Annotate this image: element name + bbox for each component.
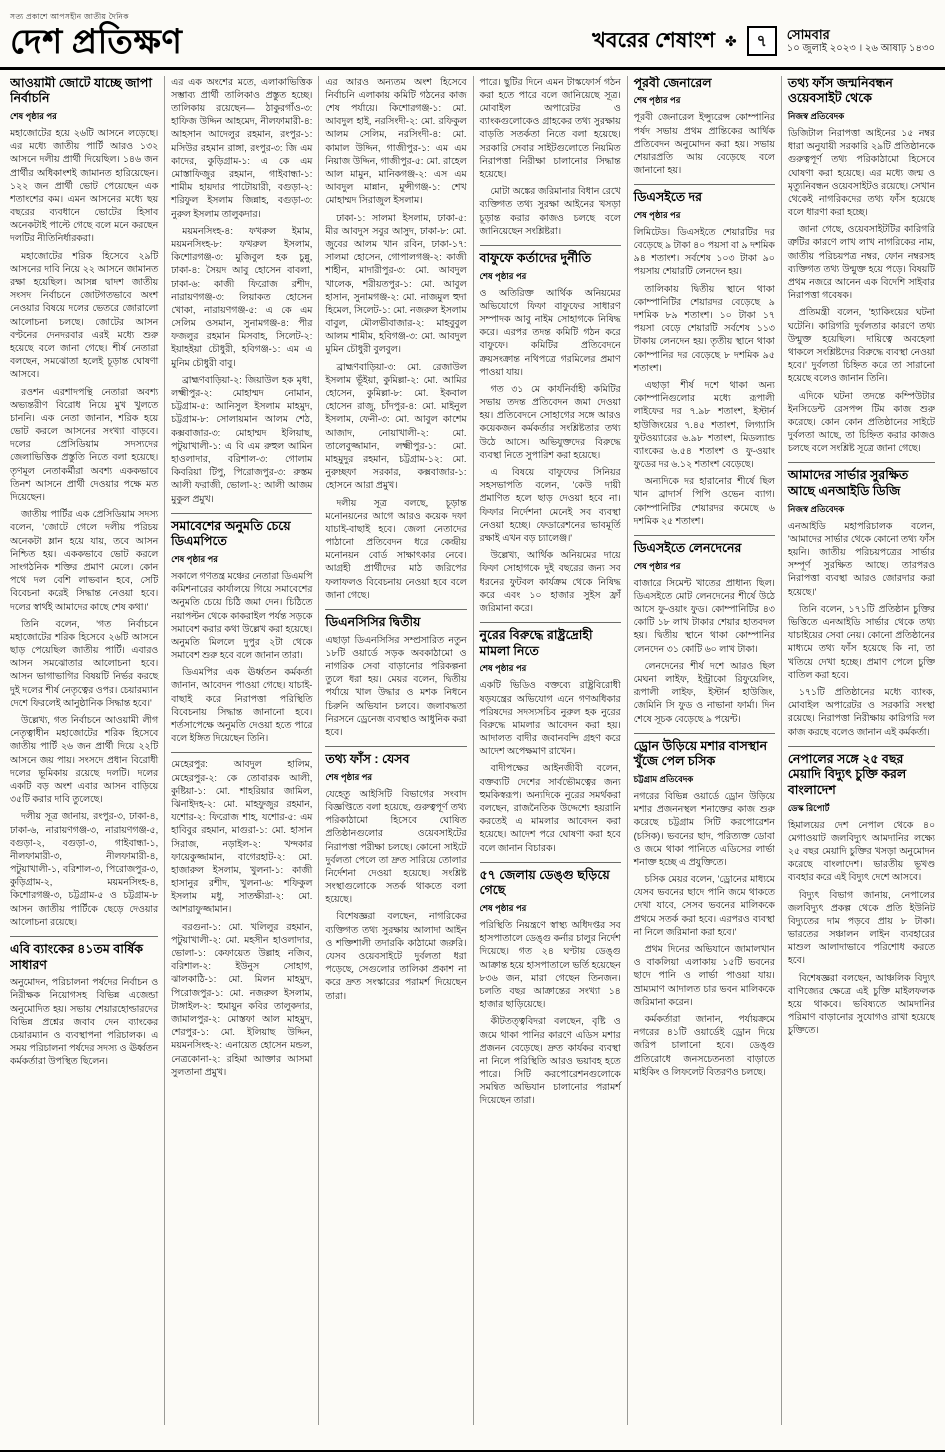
article-paragraph: গত ৩১ মে কার্যনির্বাহী কমিটির সভায় তদন্ত প্রতিবেদন জমা দেওয়া হয়। প্রতিবেদনে সোহাগের সঙ্গে আরও কয়েকজন কর্মকর্তার সংশ্লিষ্টতার তথ্য উঠে আসে। অভিযুক্তদের বিরুদ্ধে ব্যবস্থা নিতে সুপারিশ করা হয়েছে।	[479, 383, 621, 460]
article-dateline: শেষ পৃষ্ঠার পর	[633, 209, 681, 220]
article-body	[325, 76, 466, 602]
article-paragraph: প্রথম দিনের অভিযানে জামালখান ও বাকলিয়া এলাকায় ১৫টি ভবনের ছাদে পানি ও লার্ভা পাওয়া যায়। ভ্রাম্যমাণ আদালত চার ভবন মালিককে জরিমানা করেন।	[633, 944, 775, 1007]
article-paragraph: বাদীপক্ষের আইনজীবী বলেন, বক্তব্যটি দেশের সার্বভৌমত্বের জন্য হুমকিস্বরূপ। অন্যদিকে নুরের সমর্থকরা বলছেন, রাজনৈতিক উদ্দেশ্যে হয়রানি করতেই এ মামলার আবেদন করা হয়েছে। আদেশ পরে ঘোষণা করা হবে বলে জানান বিচারক।	[479, 763, 621, 853]
article-body	[634, 577, 775, 726]
article-paragraph: যেহেতু আইসিটি বিভাগের সংবাদ বিজ্ঞপ্তিতে বলা হয়েছে, গুরুত্বপূর্ণ তথ্য পরিকাঠামো হিসেবে ঘোষিত প্রতিষ্ঠানগুলোর ওয়েবসাইটের নিরাপত্তা পরীক্ষা চলছে। কোনো সাইটে দুর্বলতা পেলে তা দ্রুত সারিয়ে তোলার নির্দেশনা দেওয়া হয়েছে। সংশ্লিষ্ট সংস্থাগুলোকে সতর্ক থাকতে বলা হয়েছে।	[325, 788, 467, 905]
article-paragraph: ঢাকা-১: সালমা ইসলাম, ঢাকা-৫: মীর আবদুস সবুর আসুদ, ঢাকা-৮: মো. জুবের আলম খান রবিন, ঢাকা-১৭: সালমা হোসেন, গোপালগঞ্জ-২: কাজী শাহীন, মাদারীপুর-৩: মো. আবদুল খালেক, শরীয়তপুর-১: মো. আবুল হাসান, সুনামগঞ্জ-২: মো. নাজমুল হুদা হিমেল, সিলেট-১: মো. নজরুল ইসলাম বাবুল, মৌলভীবাজার-২: মাহবুবুল আলম শামীম, হবিগঞ্জ-৩: মো. আবদুল মুমিন চৌধুরী বুলবুল।	[325, 212, 467, 355]
article-paragraph: মহাজোটের হয়ে ২৬টি আসনে লড়েছে। এর মধ্যে জাতীয় পার্টি আরও ১৩২ আসনে দলীয় প্রার্থী দিয়েছিল। ১৪৬ জন প্রার্থীর অধিকাংশই জামানত হারিয়েছেন। ১২২ জন প্রার্থী ভোট পেয়েছেন এক শতাংশের কম। এমন আসনের মধ্যে ছয় বছরের ব্যবধানে ভোটের হিসাব অনেকটাই পাল্টে গেছে বলে মনে করছেন দলটির নীতিনির্ধারকরা।	[10, 127, 159, 244]
weekday: সোমবার	[786, 26, 830, 42]
column-2	[164, 76, 318, 1425]
article-paragraph: মেহেরপুর: আবদুল হালিম, মেহেরপুর-২: কে তোবারক আলী, কুষ্টিয়া-১: মো. শাহরিয়ার জামিল, ঝিনাইদহ-২: মো. মাহফুজুর রহমান, যশোর-২: ফিরোজ শাহ, যশোর-৫: এম হাবিবুর রহমান, মাগুরা-১: মো. হাসান সিরাজ, নড়াইল-২: খন্দকার ফায়েকুজ্জামান, বাগেরহাট-২: মো. হাজারুল ইসলাম, খুলনা-১: কাজী হাসানুর রশীদ, খুলনা-৬: শফিকুল ইসলাম মধু, সাতক্ষীরা-২: মো. আশরাফুজ্জামান।	[171, 759, 313, 915]
article-paragraph: চসিক মেয়র বলেন, 'ড্রোনের মাধ্যমে যেসব ভবনের ছাদে পানি জমে থাকতে দেখা যাবে, সেসব ভবনের মালিককে প্রথমে সতর্ক করা হবে। এরপরও ব্যবস্থা না নিলে জরিমানা করা হবে।'	[633, 874, 775, 937]
article-headline: পূরবী জেনারেল	[633, 75, 712, 90]
article-body	[171, 76, 312, 506]
article-paragraph: রওশন এরশাদপন্থি নেতারা অবশ্য অভ্যন্তরীণ বিরোধ নিয়ে মুখ খুলতে চাননি। এক নেতা জানান, শরিক হয়ে ভোট করলে আসনের সংখ্যা বাড়বে। দলের প্রেসিডিয়াম সদস্যদের জেলাভিত্তিক প্রস্তুতি নিতে বলা হয়েছে। তৃণমূল নেতাকর্মীরা অবশ্য এককভাবে তিনশ আসনে প্রার্থী দেওয়ার পক্ষে মত দিয়েছেন।	[10, 386, 159, 502]
article-body	[788, 819, 935, 1038]
article-dateline: ডেস্ক রিপোর্ট	[787, 802, 830, 813]
article-paragraph: হিমালয়ের দেশ নেপাল থেকে ৪০ মেগাওয়াট জলবিদ্যুৎ আমদানির লক্ষ্যে ২৫ বছর মেয়াদি চুক্তির খসড়া অনুমোদন করেছে বাংলাদেশ। ভারতীয় ভূখণ্ড ব্যবহার করে এই বিদ্যুৎ দেশে আসবে।	[787, 819, 935, 883]
masthead-title: দেশ প্রতিক্ষণ	[10, 24, 183, 61]
article-dse-turnover	[634, 535, 775, 726]
article-paragraph: এদিকে ঘটনা তদন্তে কম্পিউটার ইনসিডেন্ট রেসপন্স টিম কাজ শুরু করেছে। কোন কোন প্রতিষ্ঠানের সাইটে দুর্বলতা আছে, তা চিহ্নিত করার কাজও চলছে বলে সংশ্লিষ্ট সূত্রে জানা গেছে।	[787, 390, 935, 454]
article-paragraph: কর্মকর্তারা জানান, পর্যায়ক্রমে নগরের ৪১টি ওয়ার্ডেই ড্রোন দিয়ে জরিপ চালানো হবে। ডেঙ্গু প্রতিরোধে জনসচেতনতা বাড়াতে মাইকিং ও লিফলেট বিতরণও চলছে।	[633, 1013, 775, 1077]
article-headline: ৫৭ জেলায় ডেঙ্গু ছড়িয়ে গেছে	[479, 867, 610, 898]
column-1	[10, 76, 164, 1425]
page-number: ৭	[756, 32, 767, 50]
article-dncc-second-phase	[325, 609, 466, 739]
masthead-tagline: সত্য প্রকাশে আপসহীন জাতীয় দৈনিক	[10, 12, 129, 21]
article-headline: নেপালের সঙ্গে ২৫ বছর মেয়াদি বিদ্যুৎ চুক্তি করল বাংলাদেশ	[787, 751, 907, 797]
article-dateline: শেষ পৃষ্ঠার পর	[325, 771, 373, 782]
continuation-candidate-list-3	[325, 76, 466, 602]
article-bff-corruption	[480, 245, 621, 615]
article-drone-mosquito-ccc	[634, 733, 775, 1079]
article-headline: নুরের বিরুদ্ধে রাষ্ট্রদ্রোহী মামলা নিতে	[479, 628, 593, 658]
article-headline: আমাদের সার্ভার সুরক্ষিত আছে এনআইডি ডিজি	[787, 468, 909, 499]
article-paragraph: ময়মনসিংহ-৪: ফখরুল ইমাম, ময়মনসিংহ-৮: ফখরুল ইসলাম, কিশোরগঞ্জ-৩: মুজিবুল হক চুন্নু, ঢাকা-৪: সৈয়দ আবু হোসেন বাবলা, ঢাকা-৬: কাজী ফিরোজ রশীদ, নারায়ণগঞ্জ-৩: লিয়াকত হোসেন খোকা, নারায়ণগঞ্জ-৫: এ কে এম সেলিম ওসমান, সুনামগঞ্জ-৪: পীর ফজলুর রহমান মিসবাহ, সিলেট-২: ইয়াহইয়া চৌধুরী, হবিগঞ্জ-১: এম এ মুনিম চৌধুরী বাবু।	[171, 225, 313, 368]
article-paragraph: ডিএমপির এক ঊর্ধ্বতন কর্মকর্তা জানান, আবেদন পাওয়া গেছে। যাচাই-বাছাই করে নিরাপত্তা পরিস্থিতি বিবেচনায় সিদ্ধান্ত জানানো হবে। শর্তসাপেক্ষে অনুমতি দেওয়া হতে পারে বলে ইঙ্গিত দিয়েছেন তিনি।	[171, 667, 313, 744]
article-nid-server-secure	[788, 462, 935, 738]
article-dateline: শেষ পৃষ্ঠার পর	[633, 560, 681, 571]
header-meta	[592, 24, 935, 61]
article-paragraph: এর আরও অন্যতম অংশ হিসেবে নির্বাচনি এলাকায় কমিটি গঠনের কাজ শেষ পর্যায়ে। কিশোরগঞ্জ-১: মো. আবদুল হাই, নরসিংদী-২: মো. রফিকুল আলম সেলিম, নরসিংদী-৪: মো. কামাল উদ্দিন, গাজীপুর-১: এম এম নিয়াজ উদ্দিন, গাজীপুর-৫: মো. রাহেল আল মামুন, মানিকগঞ্জ-২: এস এম আবদুল মান্নান, মুন্সীগঞ্জ-১: শেখ মোহাম্মদ সিরাজুল ইসলাম।	[325, 76, 467, 206]
article-headline: বাফুফে কর্তাদের দুর্নীতি	[479, 250, 592, 265]
article-headline: ড্রোন উড়িয়ে মশার বাসস্থান খুঁজে পেল চসিক	[633, 738, 768, 769]
column-6	[781, 76, 935, 1425]
article-body	[171, 570, 312, 745]
article-body	[480, 679, 621, 854]
article-headline: ডিএসইতে লেনদেনের	[633, 541, 742, 555]
article-paragraph: ব্রাহ্মণবাড়িয়া-৩: মো. রেজাউল ইসলাম ভূঁইয়া, কুমিল্লা-২: মো. আমির হোসেন, কুমিল্লা-৮: মো. ইকবাল হোসেন রাজু, চাঁদপুর-৪: মো. মাইনুল ইসলাম, ফেনী-৩: মো. আবুল কাশেম আজাদ, নোয়াখালী-২: মো. তালেবুজ্জামান, লক্ষ্মীপুর-১: মো. মাহমুদুর রহমান, চট্টগ্রাম-১২: মো. নুরুচ্ছফা সরকার, কক্সবাজার-১: হোসনে আরা প্রমুখ।	[325, 361, 467, 491]
article-paragraph: উল্লেখ্য, আর্থিক অনিয়মের দায়ে ফিফা সোহাগকে দুই বছরের জন্য সব ধরনের ফুটবল কার্যক্রম থেকে নিষিদ্ধ করে এবং ১০ হাজার সুইস ফ্রাঁ জরিমানা করে।	[479, 550, 621, 613]
article-dmp-rally-permission	[171, 513, 312, 746]
article-body	[788, 127, 935, 456]
article-headline: এবি ব্যাংকের ৪১তম বার্ষিক সাধারণ	[10, 942, 144, 972]
article-body	[480, 919, 621, 1108]
article-paragraph: পারে। ছুটির দিনে এমন টাস্কফোর্স গঠন করা হতে পারে বলে জানিয়েছে সূত্র। মোবাইল অপারেটর ও ব্যাংকগুলোকেও গ্রাহকের তথ্য সুরক্ষায় বাড়তি সতর্কতা নিতে বলা হয়েছে। সরকারি সেবার সাইটগুলোতে নিয়মিত নিরাপত্তা নিরীক্ষা চালানোর সিদ্ধান্ত হয়েছে।	[479, 76, 621, 179]
article-headline: সমাবেশের অনুমতি চেয়ে ডিএমপিতে	[171, 518, 291, 549]
article-paragraph: পূরবী জেনারেল ইন্স্যুরেন্স কোম্পানির পর্ষদ সভায় প্রথম প্রান্তিকের আর্থিক প্রতিবেদন অনুমোদন করা হয়। সভায় শেয়ারপ্রতি আয় বেড়েছে বলে জানানো হয়।	[633, 112, 775, 176]
article-dateline: শেষ পৃষ্ঠার পর	[171, 553, 218, 564]
article-paragraph: উল্লেখ্য, গত নির্বাচনে আওয়ামী লীগ নেতৃত্বাধীন মহাজোটের শরিক হিসেবে জাতীয় পার্টি ২৬ জন প্রার্থী দিয়ে ২২টি আসনে জয় পায়। সংসদে প্রধান বিরোধী দলের ভূমিকায় রয়েছে দলটি। দলের একটি বড় অংশ এবার আসন বাড়িয়ে ৩৫টি করার দাবি তুলেছে।	[10, 715, 159, 805]
columns-area	[0, 70, 945, 1433]
article-paragraph: প্রতিমন্ত্রী বলেন, 'হ্যাকিংয়ের ঘটনা ঘটেনি। কারিগরি দুর্বলতার কারণে তথ্য উন্মুক্ত হয়েছিল। দায়িত্বে অবহেলা থাকলে সংশ্লিষ্টদের বিরুদ্ধে ব্যবস্থা নেওয়া হবে।' দুর্বলতা চিহ্নিত করে তা সারানো হয়েছে বলেও জানান তিনি।	[787, 307, 935, 384]
article-body	[10, 976, 158, 1068]
article-dateline: শেষ পৃষ্ঠার পর	[10, 110, 57, 121]
article-headline: তথ্য ফাঁস জন্মনিবন্ধন ওয়েবসাইট থেকে	[787, 75, 893, 106]
article-body	[325, 634, 466, 740]
continuation-candidate-list	[171, 76, 312, 506]
article-dateline: নিজস্ব প্রতিবেদক	[787, 110, 845, 121]
article-body	[634, 111, 775, 177]
article-dengue-57-districts	[480, 862, 621, 1108]
article-paragraph: এছাড়া ডিএনসিসির সম্প্রসারিত নতুন ১৮টি ওয়ার্ডে সড়ক অবকাঠামো ও নাগরিক সেবা বাড়ানোর পরিকল্পনা তুলে ধরা হয়। মেয়র বলেন, দ্বিতীয় পর্যায়ে খাল উদ্ধার ও মশক নিধনে চিরুনি অভিযান চলবে। জলাবদ্ধতা নিরসনে ড্রেনেজ ব্যবস্থাও আধুনিক করা হবে।	[325, 634, 467, 737]
article-data-leak-sites	[325, 746, 466, 1003]
article-dateline: শেষ পৃষ্ঠার পর	[633, 95, 681, 106]
article-paragraph: ডিজিটাল নিরাপত্তা আইনের ১৫ নম্বর ধারা অনুযায়ী সরকারি ২৯টি প্রতিষ্ঠানকে গুরুত্বপূর্ণ তথ্য পরিকাঠামো হিসেবে ঘোষণা করা হয়েছে। এর মধ্যে জন্ম ও মৃত্যুনিবন্ধন ওয়েবসাইটও রয়েছে। সেখান থেকেই নাগরিকদের তথ্য ফাঁস হয়েছে বলে ধারণা করা হচ্ছে।	[787, 127, 935, 218]
page-header	[0, 0, 945, 70]
article-paragraph: এ বিষয়ে বাফুফের সিনিয়র সহসভাপতি বলেন, 'কেউ দায়ী প্রমাণিত হলে ছাড় দেওয়া হবে না। ফিফার নির্দেশনা মেনেই সব ব্যবস্থা নেওয়া হচ্ছে। ফেডারেশনের ভাবমূর্তি রক্ষাই এখন বড় চ্যালেঞ্জ।'	[479, 467, 621, 543]
article-nepal-power-deal	[788, 746, 935, 1038]
article-dse-price-gainers	[634, 184, 775, 528]
article-dateline: শেষ পৃষ্ঠার পর	[479, 270, 527, 281]
column-3	[318, 76, 472, 1425]
article-dateline: নিজস্ব প্রতিবেদক	[787, 503, 845, 514]
article-headline: তথ্য ফাঁস : যেসব	[325, 752, 410, 767]
continuation-candidate-list-2	[171, 752, 312, 1079]
article-paragraph: তালিকায় দ্বিতীয় স্থানে থাকা কোম্পানিটির শেয়ারদর বেড়েছে ৯ দশমিক ৮৯ শতাংশ। ১০ টাকা ১৭ পয়সা বেড়ে শেয়ারটি সর্বশেষ ১১৩ টাকায় লেনদেন হয়। তৃতীয় স্থানে থাকা কোম্পানির দর বেড়েছে ৮ দশমিক ৯৫ শতাংশ।	[633, 283, 775, 373]
article-paragraph: বরগুনা-১: মো. খলিলুর রহমান, পটুয়াখালী-২: মো. মহসীন হাওলাদার, ভোলা-১: কেফায়েত উল্লাহ নজিব, বরিশাল-২: ইউনুস সোহাগ, ঝালকাঠি-১: মো. মিলন মাহমুদ, পিরোজপুর-১: মো. নজরুল ইসলাম, টাঙ্গাইল-২: হুমায়ুন কবির তালুকদার, জামালপুর-২: মোস্তফা আল মাহমুদ, শেরপুর-১: মো. ইলিয়াছ উদ্দিন, ময়মনসিংহ-২: এনায়েত হোসেন মন্ডল, নেত্রকোনা-২: রহিমা আক্তার আসমা সুলতানা প্রমুখ।	[171, 921, 313, 1077]
article-body	[325, 788, 466, 1003]
column-5	[627, 76, 781, 1425]
article-paragraph: ১৭১টি প্রতিষ্ঠানের মধ্যে ব্যাংক, মোবাইল অপারেটর ও সরকারি সংস্থা রয়েছে। নিরাপত্তা নিরীক্ষায় কারিগরি দল কাজ করছে বলেও জানান এই কর্মকর্তা।	[787, 686, 935, 737]
article-ab-bank-agm	[10, 936, 158, 1069]
article-paragraph: লিমিটেড। ডিএসইতে শেয়ারটির দর বেড়েছে ৯ টাকা ৪০ পয়সা বা ৯ দশমিক ৯৪ শতাংশ। সর্বশেষ ১০৩ টাকা ৯০ পয়সায় শেয়ারটি লেনদেন হয়।	[633, 226, 775, 277]
article-paragraph: এর এক অংশের মতে, এলাকাভিত্তিক সম্ভাব্য প্রার্থী তালিকাও প্রস্তুত হচ্ছে। তালিকায় রয়েছেন— ঠাকুরগাঁও-৩: হাফিজ উদ্দিন আহমেদ, নীলফামারী-৪: আহসান আদেলুর রহমান, রংপুর-১: মসিউর রহমান রাঙ্গা, রংপুর-৩: জি এম কাদের, কুড়িগ্রাম-১: এ কে এম মোস্তাফিজুর রহমান, গাইবান্ধা-১: শামীম হায়দার পাটোয়ারী, বগুড়া-২: শরিফুল ইসলাম জিন্নাহ, বগুড়া-৩: নুরুল ইসলাম তালুকদার।	[171, 76, 313, 219]
article-headline: ডিএনসিসির দ্বিতীয়	[325, 615, 421, 629]
article-paragraph: তিনি বলেন, ১৭১টি প্রতিষ্ঠান চুক্তির ভিত্তিতে এনআইডি সার্ভার থেকে তথ্য যাচাইয়ের সেবা নেয়। কোনো প্রতিষ্ঠানের মাধ্যমে তথ্য ফাঁস হয়েছে কি না, তা খতিয়ে দেখা হচ্ছে। প্রমাণ পেলে চুক্তি বাতিল করা হবে।	[787, 603, 935, 680]
article-paragraph: পরিস্থিতি নিয়ন্ত্রণে স্বাস্থ্য অধিদপ্তর সব হাসপাতালে ডেঙ্গু কর্নার চালুর নির্দেশ দিয়েছে। গত ২৪ ঘণ্টায় ডেঙ্গু আক্রান্ত হয়ে হাসপাতালে ভর্তি হয়েছেন ৮৩৬ জন, মারা গেছেন তিনজন। চলতি বছর আক্রান্তের সংখ্যা ১৪ হাজার ছাড়িয়েছে।	[479, 920, 621, 1010]
article-body	[788, 520, 935, 739]
article-body	[634, 790, 775, 1079]
article-birth-registration-leak	[788, 76, 935, 456]
article-paragraph: দলীয় সূত্র বলছে, চূড়ান্ত মনোনয়নের আগে আরও কয়েক দফা যাচাই-বাছাই হবে। জেলা নেতাদের পাঠানো প্রতিবেদন ধরে কেন্দ্রীয় মনোনয়ন বোর্ড সাক্ষাৎকার নেবে। আগ্রহী প্রার্থীদের মাঠ জরিপের ফলাফলও বিবেচনায় নেওয়া হবে বলে জানা গেছে।	[325, 497, 467, 600]
article-paragraph: কীটতত্ত্ববিদরা বলছেন, বৃষ্টি ও জমে থাকা পানির কারণে এডিস মশার প্রজনন বেড়েছে। দ্রুত কার্যকর ব্যবস্থা না নিলে পরিস্থিতি আরও ভয়াবহ হতে পারে। সিটি করপোরেশনগুলোকে সমন্বিত অভিযান চালানোর পরামর্শ দিয়েছেন তারা।	[479, 1016, 621, 1106]
article-paragraph: মহাজোটের শরিক হিসেবে ২৯টি আসনের দাবি নিয়ে ২২ আসনে জামানত রক্ষা হয়েছিল। আসন্ন দ্বাদশ জাতীয় সংসদ নির্বাচনে জোটগতভাবে অংশ নেওয়ার বিষয়ে দলের ভেতরে জোরালো আলোচনা চলছে। জোটের আসন বণ্টনের দেনদরবার এরই মধ্যে শুরু হয়েছে বলে জানা গেছে। শীর্ষ নেতারা বলছেন, সমঝোতা হলেই চূড়ান্ত ঘোষণা আসবে।	[10, 250, 159, 380]
article-paragraph: সকালে গণতন্ত্র মঞ্চের নেতারা ডিএমপি কমিশনারের কার্যালয়ে গিয়ে সমাবেশের অনুমতি চেয়ে চিঠি জমা দেন। চিঠিতে নয়াপল্টন থেকে কাকরাইল পর্যন্ত সড়কে সমাবেশ করার কথা উল্লেখ করা হয়েছে। অনুমতি মিললে দুপুর ২টা থেকে সমাবেশ শুরু হবে বলে জানান তারা।	[171, 570, 313, 661]
article-paragraph: তিনি বলেন, 'গত নির্বাচনে মহাজোটের শরিক হিসেবে ২৬টি আসনে ছাড় পেয়েছিল জাতীয় পার্টি। এবারও আসন সমঝোতার আলোচনা হবে। আসন ভাগাভাগির বিষয়টি নির্ভর করছে দুই দলের শীর্ষ নেতৃত্বের ওপর। চেয়ারম্যান দেশে ফিরলেই আনুষ্ঠানিক সিদ্ধান্ত হবে।'	[10, 618, 159, 708]
article-paragraph: জানা গেছে, ওয়েবসাইটটির কারিগরি ত্রুটির কারণে লাখ লাখ নাগরিকের নাম, জাতীয় পরিচয়পত্র নম্বর, ফোন নম্বরসহ ব্যক্তিগত তথ্য উন্মুক্ত হয়ে পড়ে। বিষয়টি প্রথম নজরে আনেন এক বিদেশি সাইবার নিরাপত্তা গবেষক।	[787, 224, 935, 301]
article-paragraph: বিশেষজ্ঞরা বলছেন, নাগরিকের ব্যক্তিগত তথ্য সুরক্ষায় আলাদা আইন ও শক্তিশালী তদারকি কাঠামো জরুরি। যেসব ওয়েবসাইটে দুর্বলতা ধরা পড়েছে, সেগুলোর তালিকা প্রকাশ না করে দ্রুত সংস্কারের পরামর্শ দিয়েছেন তারা।	[325, 911, 467, 1001]
article-body	[10, 127, 158, 929]
column-4	[473, 76, 627, 1425]
article-paragraph: একটি ভিডিও বক্তব্যে রাষ্ট্রবিরোধী ষড়যন্ত্রের অভিযোগ এনে গণঅধিকার পরিষদের সদস্যসচিব নুরুল হক নুরের বিরুদ্ধে মামলার আবেদন করা হয়। আদালত বাদীর জবানবন্দি গ্রহণ করে আদেশ অপেক্ষমাণ রাখেন।	[479, 680, 621, 757]
ornament-icon: ✤	[725, 33, 737, 50]
article-paragraph: অনুমোদন, পরিচালনা পর্ষদের নির্বাচন ও নিরীক্ষক নিয়োগসহ বিভিন্ন এজেন্ডা অনুমোদিত হয়। সভায় শেয়ারহোল্ডারদের বিভিন্ন প্রশ্নের জবাব দেন ব্যাংকের চেয়ারম্যান ও ব্যবস্থাপনা পরিচালক। এ সময় পরিচালনা পর্ষদের সদস্য ও ঊর্ধ্বতন কর্মকর্তারা উপস্থিত ছিলেন।	[10, 977, 159, 1067]
article-body	[480, 287, 621, 616]
article-paragraph: বিদ্যুৎ বিভাগ জানায়, নেপালের জলবিদ্যুৎ প্রকল্প থেকে প্রতি ইউনিট বিদ্যুতের দাম পড়বে প্রায় ৮ টাকা। ভারতের সঞ্চালন লাইন ব্যবহারের মাশুল আলাদাভাবে পরিশোধ করতে হবে।	[787, 889, 935, 966]
article-headline: আওয়ামী জোটে যাচ্ছে জাপা নির্বাচনি	[10, 75, 153, 106]
article-paragraph: বাজারে সিমেন্ট খাতের প্রাধান্য ছিল। ডিএসইতে মোট লেনদেনের শীর্ষে উঠে আসে ফু-ওয়াং ফুড। কোম্পানিটির ৪৩ কোটি ১৮ লাখ টাকার শেয়ার হাতবদল হয়। দ্বিতীয় স্থানে থাকা কোম্পানির লেনদেন ৩১ কোটি ৬০ লাখ টাকা।	[633, 577, 775, 654]
masthead	[10, 12, 183, 61]
article-paragraph: ও অতিরিক্ত আর্থিক অনিয়মের অভিযোগে ফিফা বাফুফের সাধারণ সম্পাদক আবু নাইম সোহাগকে নিষিদ্ধ করে। এরপর তদন্ত কমিটি গঠন করে বাফুফে। কমিটির প্রতিবেদনে ক্রয়সংক্রান্ত নথিপত্রে গরমিলের প্রমাণ পাওয়া যায়।	[479, 287, 621, 377]
article-paragraph: ব্রাহ্মণবাড়িয়া-২: জিয়াউল হক মৃধা, লক্ষ্মীপুর-২: মোহাম্মদ নোমান, চট্টগ্রাম-৫: আনিসুল ইসলাম মাহমুদ, চট্টগ্রাম-৮: সোলায়মান আলম শেঠ, কক্সবাজার-৩: মোহাম্মদ ইলিয়াছ, পটুয়াখালী-১: এ বি এম রুহুল আমিন হাওলাদার, বরিশাল-৩: গোলাম কিবরিয়া টিপু, পিরোজপুর-৩: রুস্তম আলী ফরাজী, ভোলা-২: আলী আজম মুকুল প্রমুখ।	[171, 374, 313, 504]
article-purabi-general	[634, 76, 775, 178]
article-body	[480, 76, 621, 238]
article-paragraph: নগরের বিভিন্ন ওয়ার্ডে ড্রোন উড়িয়ে মশার প্রজননস্থল শনাক্তের কাজ শুরু করেছে চট্টগ্রাম সিটি করপোরেশন (চসিক)। ভবনের ছাদ, পরিত্যক্ত ডোবা ও জমে থাকা পানিতে এডিসের লার্ভা শনাক্ত হচ্ছে এ প্রযুক্তিতে।	[633, 790, 775, 867]
article-paragraph: দলীয় সূত্র জানায়, রংপুর-৩, ঢাকা-৪, ঢাকা-৬, নারায়ণগঞ্জ-৩, নারায়ণগঞ্জ-৫, বগুড়া-২, বগুড়া-৩, গাইবান্ধা-১, নীলফামারী-৩, নীলফামারী-৪, পটুয়াখালী-১, বরিশাল-৩, পিরোজপুর-৩, কুড়িগ্রাম-২, ময়মনসিংহ-৪, কিশোরগঞ্জ-৩, চট্টগ্রাম-৫ ও চট্টগ্রাম-৮ আসন জাতীয় পার্টিকে ছেড়ে দেওয়ার আলোচনা রয়েছে।	[10, 811, 159, 927]
date-block	[787, 27, 935, 56]
article-body	[171, 758, 312, 1079]
article-dateline: শেষ পৃষ্ঠার পর	[479, 903, 527, 913]
article-paragraph: এছাড়া শীর্ষ দশে থাকা অন্য কোম্পানিগুলোর মধ্যে রূপালী লাইফের দর ৭.৯৮ শতাংশ, ইস্টার্ন হাউজিংয়ের ৭.৪৫ শতাংশ, লিগ্যাসি ফুটওয়্যারের ৬.৯৮ শতাংশ, মিডল্যান্ড ব্যাংকের ৬.৫৪ শতাংশ ও ফু-ওয়াং ফুডের দর ৬.১২ শতাংশ বেড়েছে।	[633, 379, 775, 470]
page-number-box	[747, 26, 777, 56]
article-dateline: শেষ পৃষ্ঠার পর	[479, 663, 527, 674]
article-paragraph: জাতীয় পার্টির এক প্রেসিডিয়াম সদস্য বলেন, 'জোটে গেলে দলীয় পরিচয় অনেকটা ম্লান হয়ে যায়, তবে আসন নিশ্চিত হয়। এককভাবে ভোট করলে সাংগঠনিক শক্তির প্রমাণ মেলে। কোন পথে দল বেশি লাভবান হবে, সেটি বিবেচনা করেই সিদ্ধান্ত নেওয়া হবে। দলের স্বার্থই আমাদের কাছে শেষ কথা।'	[10, 509, 159, 612]
article-paragraph: লেনদেনের শীর্ষ দশে আরও ছিল মেঘনা লাইফ, ইন্ট্রাকো রিফুয়েলিং, রূপালী লাইফ, ইস্টার্ন হাউজিং, জেমিনি সি ফুড ও নাভানা ফার্মা। দিন শেষে সূচক বেড়েছে ৯ পয়েন্ট।	[633, 660, 775, 724]
section-title: খবরের শেষাংশ	[592, 28, 715, 52]
article-paragraph: বিশেষজ্ঞরা বলছেন, আঞ্চলিক বিদ্যুৎ বাণিজ্যের ক্ষেত্রে এই চুক্তি মাইলফলক হয়ে থাকবে। ভবিষ্যতে আমদানির পরিমাণ বাড়ানোর সুযোগও রাখা হয়েছে চুক্তিতে।	[787, 972, 935, 1036]
article-paragraph: এনআইডি মহাপরিচালক বলেন, 'আমাদের সার্ভার থেকে কোনো তথ্য ফাঁস হয়নি। জাতীয় পরিচয়পত্রের সার্ভার সম্পূর্ণ সুরক্ষিত আছে। তারপরও নিরাপত্তা ব্যবস্থা আরও জোরদার করা হয়েছে।'	[787, 520, 935, 597]
article-body	[634, 226, 775, 528]
date-line: ১০ জুলাই ২০২৩ । ২৬ আষাঢ় ১৪৩০	[786, 43, 935, 55]
article-dateline: চট্টগ্রাম প্রতিবেদক	[633, 773, 694, 784]
article-headline: ডিএসইতে দর	[633, 190, 703, 205]
article-japa-alliance	[10, 76, 158, 929]
article-paragraph: অন্যদিকে দর হারানোর শীর্ষে ছিল খান ব্রাদার্স পিপি ওভেন ব্যাগ। কোম্পানিটির শেয়ারদর কমেছে ৬ দশমিক ২৫ শতাংশ।	[633, 476, 775, 526]
article-nur-sedition-case	[480, 622, 621, 855]
continuation-data-leak	[480, 76, 621, 238]
article-paragraph: মোটা অঙ্কের জরিমানার বিধান রেখে ব্যক্তিগত তথ্য সুরক্ষা আইনের খসড়া চূড়ান্ত করার কাজও চলছে বলে জানিয়েছেন সংশ্লিষ্টরা।	[479, 186, 621, 236]
